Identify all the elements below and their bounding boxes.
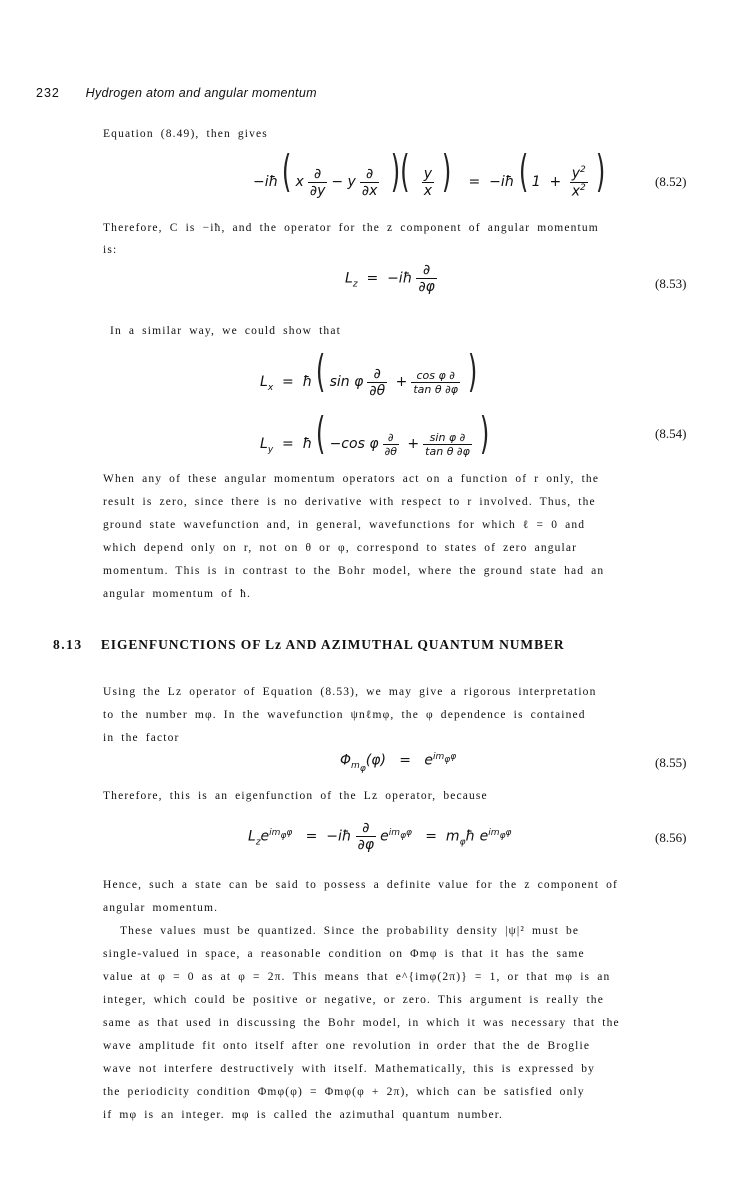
section-title: EIGENFUNCTIONS OF Lz AND AZIMUTHAL QUANTUM NUMBER: [100, 637, 565, 652]
equation-number-8-53: (8.53): [655, 276, 687, 291]
paragraph-quantized-line: if mφ is an integer. mφ is called the azimuthal quantum number.: [103, 1109, 504, 1121]
running-head: [36, 86, 317, 100]
paragraph-quantized-line: the periodicity condition Φmφ(φ) = Φmφ(φ + 2π), which can be satisfied only: [103, 1086, 585, 1098]
paragraph-hence-line: Hence, such a state can be said to possess a definite value for the z component of: [103, 879, 618, 891]
paragraph-hence-line: angular momentum.: [103, 902, 219, 914]
paragraph-using-line: to the number mφ. In the wavefunction ψnℓmφ, the φ dependence is contained: [103, 709, 586, 721]
paragraph-quantized-line: same as that used in discussing the Bohr model, in which it was necessary that the: [103, 1017, 620, 1029]
equation-number-8-55: (8.55): [655, 755, 687, 770]
equation-8-52: −iħ( x $\frac{\partial}{\partial y}$ − y $\frac{\partial}{\partial x}$ )( $\frac{y}{x}$ ) = −iħ( 1 + $\frac{y^2}{x^2}$ ): [253, 146, 606, 200]
running-title: Hydrogen atom and angular momentum: [85, 86, 317, 100]
equation-8-54-ly: $L_y$ = ħ( −cos φ $\frac{\partial}{\partial\theta}$ + $\frac{\text{sin φ ∂}}{\text{tan θ ∂φ}}$ ): [260, 408, 490, 459]
paragraph-using-line: Using the Lz operator of Equation (8.53), we may give a rigorous interpretation: [103, 686, 597, 698]
paragraph-quantized-line: wave not interfere destructively with itself. Mathematically, this is expressed by: [103, 1063, 596, 1075]
paragraph-intro: Equation (8.49), then gives: [103, 128, 268, 140]
paragraph-operators-line: ground state wavefunction and, in general, wavefunctions for which ℓ = 0 and: [103, 519, 586, 531]
paragraph-operators-line: which depend only on r, not on θ or φ, correspond to states of zero angular: [103, 542, 578, 554]
equation-number-8-52: (8.52): [655, 174, 687, 189]
paragraph-quantized-line: integer, which could be positive or negative, or zero. This argument is really the: [103, 994, 604, 1006]
paragraph-operators-line: result is zero, since there is no derivative with respect to r involved. Thus, the: [103, 496, 596, 508]
paragraph-using-line: in the factor: [103, 732, 180, 744]
equation-8-53: $L_z$ = −iħ $\frac{\partial}{\partial\varphi}$: [345, 262, 435, 295]
section-number: 8.13: [53, 637, 83, 652]
paragraph-quantized-line: single-valued in space, a reasonable condition on Φmφ is that it has the same: [103, 948, 585, 960]
equation-8-56: $L_ze^{im_\varphi\varphi}$ = −iħ $\frac{\partial}{\partial\varphi}$ $e^{im_\varphi\varphi}$ = $m_\varphi ħ$ $e^{im_\varphi\varphi}$: [248, 820, 512, 853]
paragraph-operators-line: angular momentum of ħ.: [103, 588, 251, 600]
paragraph-eigenfunction: Therefore, this is an eigenfunction of the Lz operator, because: [103, 790, 488, 802]
equation-8-55: $\Phi_{m_\varphi}(\varphi) = e^{im_\varphi\varphi}$: [340, 752, 457, 775]
equation-number-8-54: (8.54): [655, 426, 687, 441]
section-heading: [53, 637, 565, 653]
page-number: 232: [36, 86, 60, 100]
paragraph-similar: In a similar way, we could show that: [110, 325, 341, 337]
paragraph-quantized-line: These values must be quantized. Since the probability density |ψ|² must be: [120, 925, 580, 937]
paragraph-quantized-line: wave amplitude fit onto itself after one revolution in order that the de Broglie: [103, 1040, 591, 1052]
paragraph-therefore-line2: is:: [103, 244, 118, 256]
paragraph-operators-line: momentum. This is in contrast to the Bohr model, where the ground state had an: [103, 565, 605, 577]
paragraph-quantized-line: value at φ = 0 as at φ = 2π. This means that e^{imφ(2π)} = 1, or that mφ is an: [103, 971, 611, 983]
paragraph-therefore-line1: Therefore, C is −iħ, and the operator for the z component of angular momentum: [103, 222, 599, 234]
paragraph-operators-line: When any of these angular momentum operators act on a function of r only, the: [103, 473, 600, 485]
equation-8-54-lx: $L_x$ = ħ( sin φ $\frac{\partial}{\partial\theta}$ + $\frac{\text{cos φ ∂}}{\text{tan θ ∂φ}}$ ): [260, 346, 478, 399]
equation-number-8-56: (8.56): [655, 830, 687, 845]
